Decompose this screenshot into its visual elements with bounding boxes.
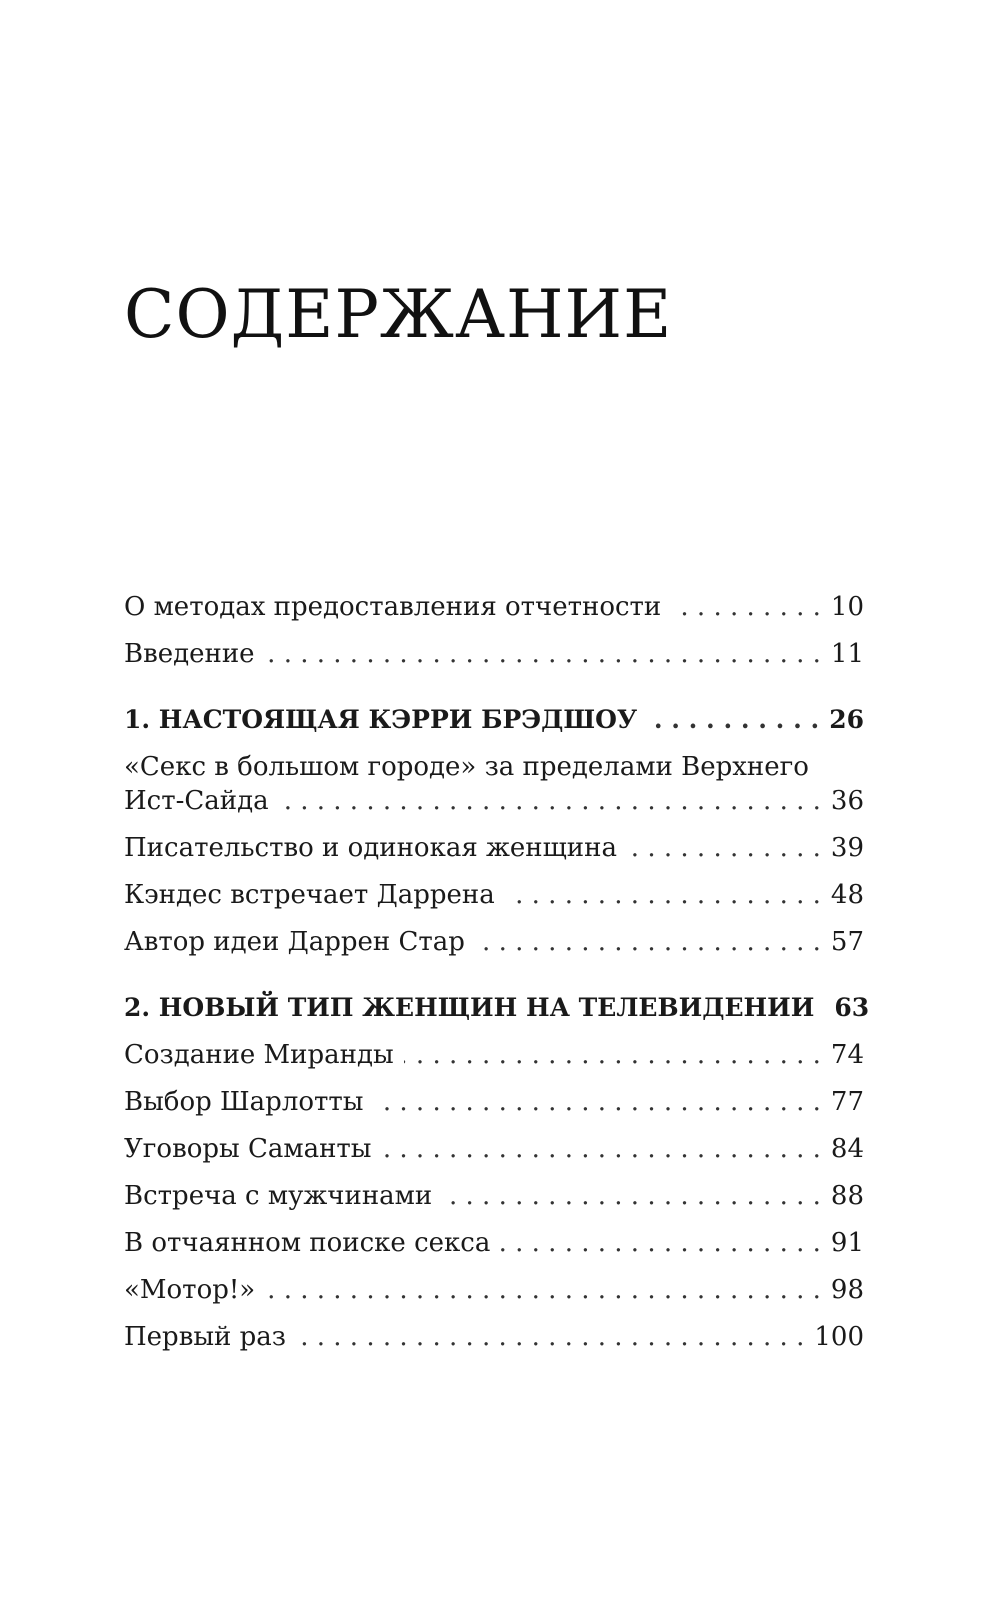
toc-entry-page: 91 (830, 1228, 864, 1258)
toc-entry-title: Кэндес встречает Даррена (124, 880, 495, 910)
toc-entry[interactable] (124, 1226, 864, 1260)
toc-entry[interactable] (124, 590, 864, 624)
toc-entry-page: 98 (830, 1275, 864, 1305)
toc-entry-title-line2: Ист-Сайда (124, 786, 269, 816)
toc-entry[interactable] (124, 1038, 864, 1072)
toc-entry-title: Писательство и одинокая женщина (124, 833, 617, 863)
toc-entry[interactable] (124, 878, 864, 912)
toc-entry-page: 36 (830, 786, 864, 816)
toc-entry-page: 26 (829, 705, 864, 734)
toc-entry-page: 100 (814, 1322, 864, 1352)
toc-entry[interactable] (124, 1085, 864, 1119)
toc-entry[interactable] (124, 925, 864, 959)
toc-entry-title: Первый раз (124, 1322, 286, 1352)
toc-entry-title: Встреча с мужчинами (124, 1181, 433, 1211)
toc-entry-title: «Мотор!» (124, 1275, 256, 1305)
toc-entry[interactable] (124, 1132, 864, 1166)
dot-leader (627, 831, 821, 865)
toc-entry-title: Введение (124, 639, 255, 669)
toc-entry-title: О методах предоставления отчетности (124, 592, 662, 622)
dot-leader (442, 1179, 821, 1213)
dot-leader (404, 1038, 821, 1072)
toc-entry[interactable] (124, 1179, 864, 1213)
toc-entry-title: Создание Миранды (124, 1040, 394, 1070)
toc-entry-page: 48 (830, 880, 864, 910)
toc-chapter-title: 2. НОВЫЙ ТИП ЖЕНЩИН НА ТЕЛЕВИДЕНИИ (124, 993, 815, 1022)
toc-entry-page: 39 (830, 833, 864, 863)
toc-entry-page: 74 (830, 1040, 864, 1070)
toc-entry[interactable] (124, 1273, 864, 1307)
dot-leader (475, 925, 821, 959)
toc-entry[interactable] (124, 637, 864, 671)
toc-entry-title-line1: «Секс в большом городе» за пределами Верхнего (124, 752, 809, 782)
dot-leader (505, 878, 821, 912)
page-title: СОДЕРЖАНИЕ (124, 276, 673, 353)
toc-chapter-entry[interactable] (124, 991, 870, 1025)
toc-entry-page: 84 (830, 1134, 864, 1164)
toc-chapter-entry[interactable] (124, 703, 864, 737)
toc-entry-page: 57 (830, 927, 864, 957)
dot-leader (265, 637, 821, 671)
dot-leader (296, 1320, 804, 1354)
toc-entry-page: 88 (830, 1181, 864, 1211)
toc-entry[interactable] (124, 831, 864, 865)
dot-leader (671, 590, 821, 624)
dot-leader (265, 1273, 821, 1307)
toc-chapter-title: 1. НАСТОЯЩАЯ КЭРРИ БРЭДШОУ (124, 705, 638, 734)
toc-entry-page: 10 (830, 592, 864, 622)
dot-leader (647, 703, 819, 737)
dot-leader (373, 1085, 820, 1119)
toc-entry-page: 77 (830, 1087, 864, 1117)
toc-entry-title: В отчаянном поиске секса (124, 1228, 491, 1258)
dot-leader (279, 784, 821, 818)
table-of-contents (124, 590, 870, 1367)
dot-leader (500, 1226, 821, 1260)
toc-entry-title: Уговоры Саманты (124, 1134, 372, 1164)
dot-leader (381, 1132, 820, 1166)
toc-entry-page: 11 (830, 639, 864, 669)
toc-entry-title: Выбор Шарлотты (124, 1087, 364, 1117)
toc-entry[interactable] (124, 750, 864, 818)
toc-entry[interactable] (124, 1320, 864, 1354)
toc-entry-page: 63 (834, 993, 870, 1022)
toc-entry-title: Автор идеи Даррен Стар (124, 927, 465, 957)
